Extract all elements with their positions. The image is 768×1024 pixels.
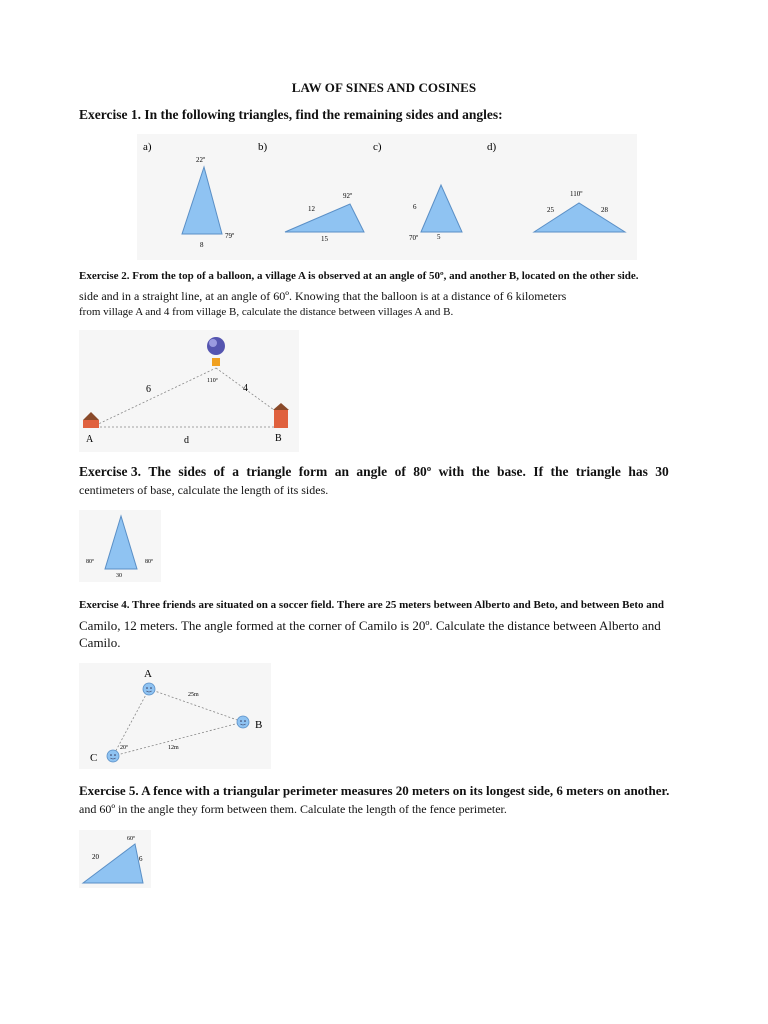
triangle-a-base: 8 [200, 241, 204, 249]
camilo-angle-label: 20º [120, 745, 128, 751]
cb-distance-label: 12m [168, 745, 179, 751]
exercise-2-line-2: side and in a straight line, at an angle of 60º. Knowing that the balloon is at a distance of 6 kilometers [79, 289, 567, 303]
triangle-a-top-angle: 22º [196, 156, 206, 164]
right-angle: 80º [145, 559, 153, 565]
village-b-label: B [275, 433, 282, 444]
exercise-2-line-3: from village A and 4 from village B, calculate the distance between villages A and B. [79, 306, 454, 318]
exercise-4-line-2: Camilo, 12 meters. The angle formed at the corner of Camilo is 20º. Calculate the distance between Alberto and [79, 618, 661, 633]
exercise-4-line-3: Camilo. [79, 635, 121, 650]
exercise-4-figure [79, 663, 271, 769]
label-d: d) [487, 141, 497, 153]
triangle-b-side: 12 [308, 205, 315, 213]
exercise-5-line-2: and 60º in the angle they form between them. Calculate the length of the fence perimeter. [79, 802, 507, 816]
exercise-4-line-1: Exercise 4. Three friends are situated on a soccer field. There are 25 meters between Alberto and Beto, and between Beto and [79, 599, 664, 611]
friend-a-label: A [144, 668, 152, 680]
fence-longest-side-label: 20 [92, 853, 99, 861]
triangle-d-left: 25 [547, 206, 554, 214]
triangle-b-angle: 92º [343, 192, 353, 200]
fence-short-side-label: 6 [139, 855, 143, 863]
exercise-2-line-1: Exercise 2. From the top of a balloon, a village A is observed at an angle of 50º, and another B, located on the other side. [79, 270, 639, 282]
basket-icon [212, 358, 220, 366]
distance-6-label: 6 [146, 384, 151, 395]
exercise-5-figure [79, 830, 151, 888]
page-title: LAW OF SINES AND COSINES [291, 80, 477, 95]
exercise-3-line-1: Exercise 3. The sides of a triangle form an angle of 80º with the base. If the triangle has 30 [79, 464, 669, 479]
exercise-1-figure [137, 134, 637, 260]
fence-angle-label: 60º [127, 836, 135, 842]
friend-c-label: C [90, 752, 98, 764]
triangle-b-base: 15 [321, 235, 328, 243]
base-label: 30 [116, 573, 122, 579]
exercise-3-line-2: centimeters of base, calculate the length of its sides. [79, 483, 329, 497]
triangle-c-base: 5 [437, 233, 441, 241]
ab-distance-label: 25m [188, 692, 199, 698]
distance-d-label: d [184, 435, 189, 446]
village-a-house-icon [83, 420, 99, 428]
friend-a-smiley-icon [143, 683, 155, 695]
balloon-icon [207, 337, 225, 355]
triangle-c-side: 6 [413, 203, 417, 211]
balloon-angle: 110º [207, 378, 218, 384]
distance-4-label: 4 [243, 383, 248, 394]
left-angle: 80º [86, 559, 94, 565]
label-c: c) [373, 141, 382, 153]
triangle-c-angle: 70º [409, 234, 419, 242]
triangle-d-angle: 110º [570, 190, 583, 198]
exercise-1-heading: Exercise 1. In the following triangles, find the remaining sides and angles: [79, 107, 503, 122]
label-b: b) [258, 141, 268, 153]
triangle-a-right-angle: 79º [225, 232, 235, 240]
exercise-3-figure [79, 510, 161, 582]
label-a: a) [143, 141, 152, 153]
village-a-label: A [86, 434, 94, 445]
friend-c-smiley-icon [107, 750, 119, 762]
exercise-2-figure [79, 330, 299, 452]
figure-background [79, 330, 299, 452]
friend-b-label: B [255, 719, 263, 731]
village-b-house-icon [274, 410, 288, 428]
exercise-5-line-1: Exercise 5. A fence with a triangular perimeter measures 20 meters on its longest side, 6 meters on another. [79, 783, 670, 798]
triangle-d-right: 28 [601, 206, 608, 214]
friend-b-smiley-icon [237, 716, 249, 728]
